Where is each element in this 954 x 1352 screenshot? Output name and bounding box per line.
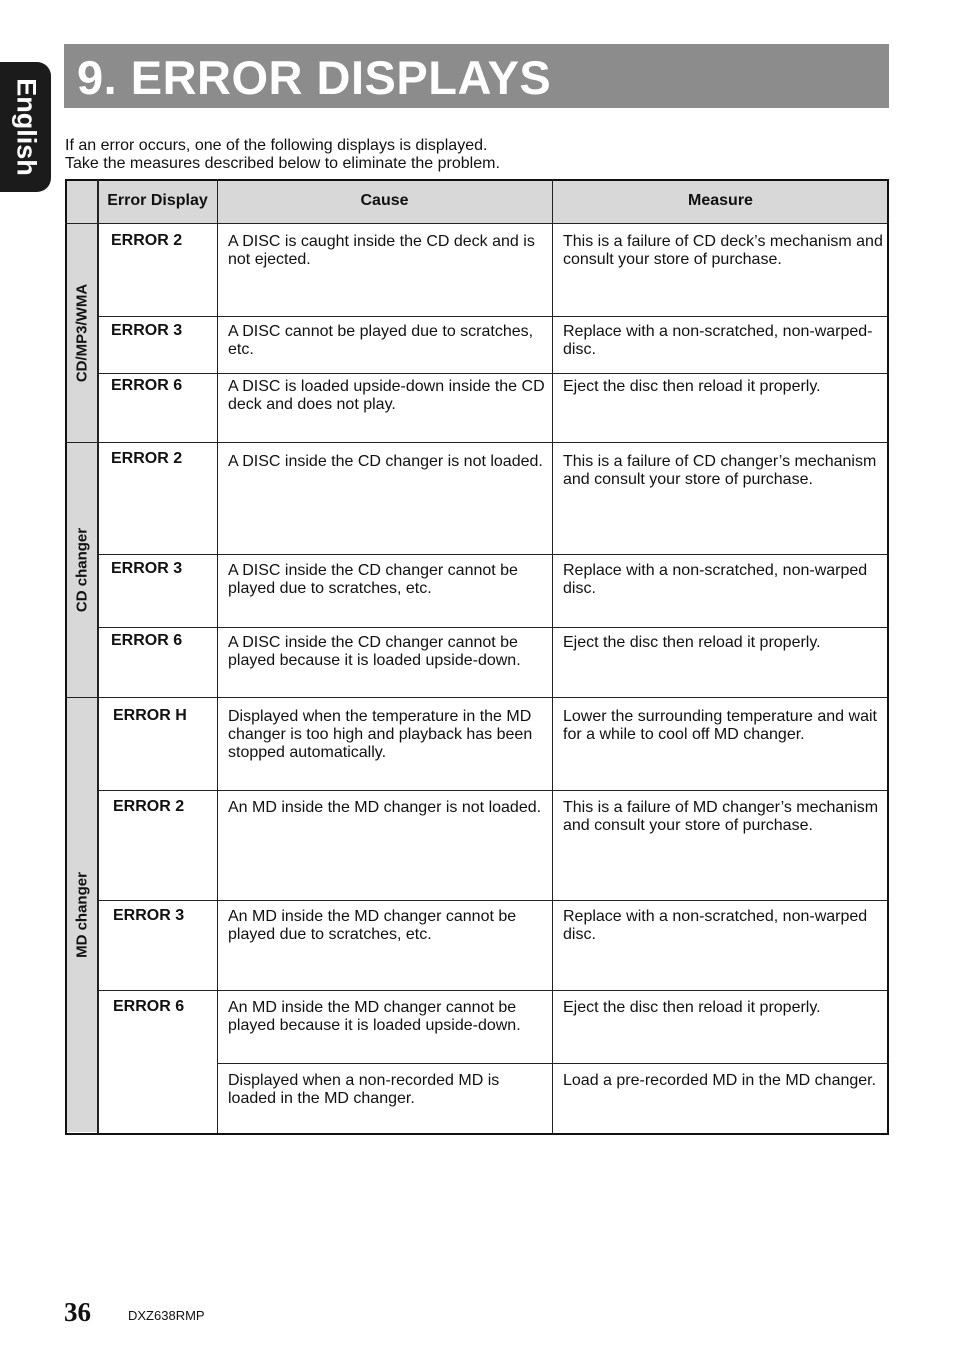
cause-text: A DISC inside the CD changer is not loaded. — [228, 453, 543, 470]
measure-text: Lower the surrounding temperature and wait for a while to cool off MD changer. — [563, 708, 877, 743]
error-code: ERROR 6 — [111, 377, 183, 394]
row-divider — [217, 1063, 889, 1064]
header-measure: Measure — [552, 179, 889, 223]
measure-text: This is a failure of MD changer’s mechanism and consult your store of purchase. — [563, 799, 879, 834]
error-code: ERROR 2 — [111, 450, 183, 467]
header-error-display: Error Display — [98, 179, 217, 223]
error-code: ERROR 3 — [111, 560, 183, 577]
row-divider — [98, 316, 889, 317]
cause-text: A DISC inside the CD changer cannot be played due to scratches, etc. — [228, 562, 518, 597]
measure-text: Eject the disc then reload it properly. — [563, 999, 821, 1016]
row-divider — [65, 442, 889, 443]
row-divider — [98, 900, 889, 901]
row-divider — [98, 790, 889, 791]
header-cause: Cause — [217, 179, 552, 223]
cause-text: A DISC is caught inside the CD deck and is not ejected. — [228, 233, 535, 268]
error-code: ERROR H — [113, 707, 187, 724]
cause-text: Displayed when the temperature in the MD changer is too high and playback has been stopped automatically. — [228, 708, 533, 761]
cause-text: A DISC is loaded upside-down inside the CD deck and does not play. — [228, 378, 545, 413]
row-divider — [65, 223, 889, 224]
row-divider — [65, 697, 889, 698]
row-divider — [98, 554, 889, 555]
intro-line-2: Take the measures described below to eliminate the problem. — [65, 155, 500, 172]
title-bar — [64, 44, 889, 108]
row-divider — [98, 990, 889, 991]
intro-line-1: If an error occurs, one of the following displays is displayed. — [65, 137, 488, 154]
error-code: ERROR 6 — [113, 998, 185, 1015]
error-code: ERROR 6 — [111, 632, 183, 649]
model-number: DXZ638RMP — [128, 1308, 205, 1323]
measure-text: Eject the disc then reload it properly. — [563, 378, 821, 395]
row-divider — [98, 627, 889, 628]
cause-text: A DISC cannot be played due to scratches, etc. — [228, 323, 534, 358]
error-code: ERROR 3 — [113, 907, 185, 924]
measure-text: Replace with a non-scratched, non-warped disc. — [563, 908, 868, 943]
error-table — [65, 179, 889, 1135]
language-tab — [0, 62, 51, 192]
measure-text: This is a failure of CD changer’s mechanism and consult your store of purchase. — [563, 453, 877, 488]
intro-text — [65, 137, 500, 173]
cause-text: An MD inside the MD changer is not loaded. — [228, 799, 542, 816]
page-number: 36 — [64, 1297, 91, 1327]
error-code: ERROR 2 — [111, 232, 183, 249]
measure-text: Replace with a non-scratched, non-warped-disc. — [563, 323, 873, 358]
cause-text: An MD inside the MD changer cannot be played due to scratches, etc. — [228, 908, 517, 943]
category-label: CD changer — [73, 527, 90, 612]
page-title: 9. ERROR DISPLAYS — [77, 51, 552, 104]
measure-text: Eject the disc then reload it properly. — [563, 634, 821, 651]
error-code: ERROR 2 — [113, 798, 185, 815]
measure-text: Replace with a non-scratched, non-warped disc. — [563, 562, 868, 597]
category-label: MD changer — [73, 871, 90, 958]
language-label: English — [11, 78, 41, 176]
measure-text: Load a pre-recorded MD in the MD changer. — [563, 1072, 877, 1089]
cause-text: An MD inside the MD changer cannot be played because it is loaded upside-down. — [228, 999, 521, 1034]
cause-text: A DISC inside the CD changer cannot be played because it is loaded upside-down. — [228, 634, 521, 669]
error-code: ERROR 3 — [111, 322, 183, 339]
measure-text: This is a failure of CD deck’s mechanism and consult your store of purchase. — [563, 233, 883, 268]
row-divider — [98, 373, 889, 374]
category-label: CD/MP3/WMA — [73, 283, 90, 382]
cause-text: Displayed when a non-recorded MD is loaded in the MD changer. — [228, 1072, 500, 1107]
